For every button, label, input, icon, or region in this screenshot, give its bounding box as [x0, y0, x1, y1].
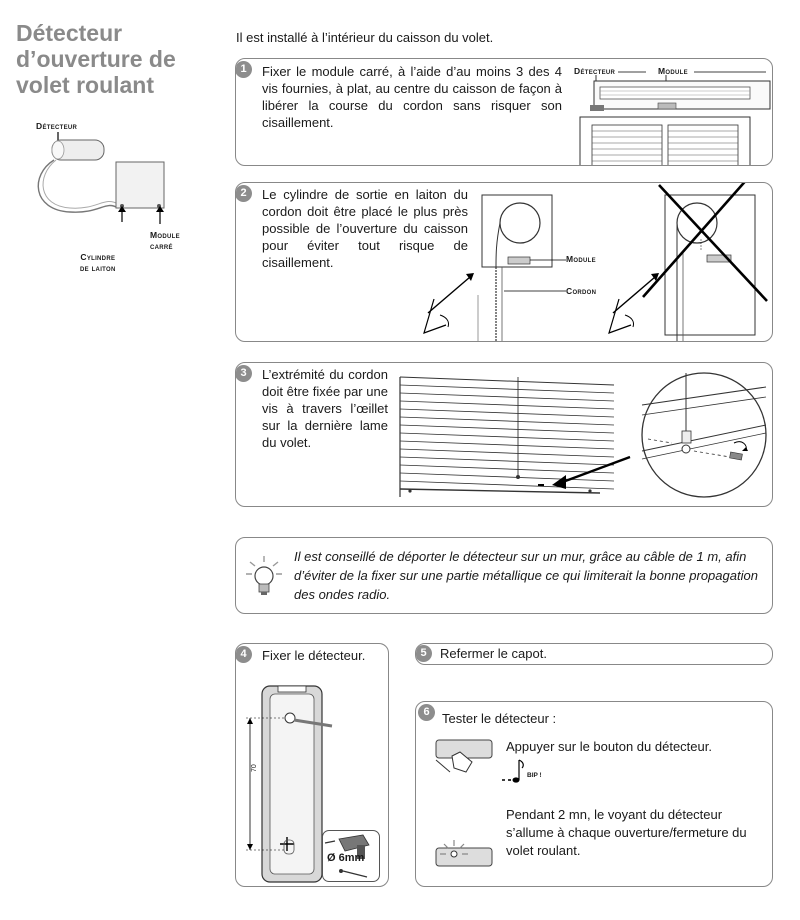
step-6-text: Tester le détecteur :	[442, 711, 557, 726]
step-2-text: Le cylindre de sortie en laiton du cordon doit être placé le plus près possible de l’ouverture du caisson pour éviter tout risque de cisaillement.	[262, 187, 468, 270]
step-3-box	[235, 362, 773, 507]
drill-size-label: Ø 6mm	[327, 852, 365, 864]
step-2-number: 2	[235, 185, 252, 202]
step-2-cordon-label: Cordon	[566, 286, 597, 296]
step-4-box	[235, 643, 389, 887]
lightbulb-icon	[244, 552, 284, 602]
module-label: Module carré	[150, 230, 180, 251]
step-1-box	[235, 58, 773, 166]
music-note-icon	[500, 756, 530, 786]
step-6-number: 6	[418, 704, 435, 721]
step-5-text: Refermer le capot.	[440, 646, 547, 661]
step-1-number: 1	[235, 61, 252, 78]
page-title: Détecteur d’ouverture de volet roulant	[16, 20, 176, 98]
step-2-drawing-correct	[416, 183, 536, 342]
step-5-number: 5	[415, 645, 432, 662]
step-6-box	[415, 701, 773, 887]
tip-box	[235, 537, 773, 614]
drill-box	[322, 830, 380, 882]
step-5-box	[415, 643, 773, 665]
cylinder-label: Cylindre de laiton	[80, 252, 116, 273]
detector-label: Détecteur	[36, 121, 78, 131]
bip-label: BIP !	[527, 772, 542, 779]
tip-text: Il est conseillé de déporter le détecteur sur un mur, grâce au câble de 1 m, afin d’éviter de la fixer sur une partie métallique ce qui limiterait la bonne propagation des ondes radio.	[294, 549, 758, 602]
step-6-action-2: Pendant 2 mn, le voyant du détecteur s’allume à chaque ouverture/fermeture du volet roulant.	[506, 807, 747, 858]
step-1-detector-label: Détecteur	[574, 66, 616, 76]
intro-text: Il est installé à l’intérieur du caisson du volet.	[236, 30, 494, 45]
step-2-drawing-wrong	[601, 183, 771, 342]
step-2-module-label: Module	[566, 254, 596, 264]
step-3-text: L’extrémité du cordon doit être fixée par une vis à travers l’œillet sur la dernière lame du volet.	[262, 367, 388, 450]
step-4-number: 4	[235, 646, 252, 663]
step-1-module-label: Module	[658, 66, 688, 76]
step-6-action-1: Appuyer sur le bouton du détecteur.	[506, 739, 712, 754]
step-1-drawing	[576, 67, 773, 166]
step-3-detail-circle	[638, 369, 768, 499]
step-2-box	[235, 182, 773, 342]
press-button-hand-icon	[432, 738, 502, 778]
step-4-text: Fixer le détecteur.	[262, 648, 366, 663]
step-1-text: Fixer le module carré, à l’aide d’au moins 3 des 4 vis fournies, à plat, au centre du caisson de façon à libérer la course du cordon sans risquer son cisaillement.	[262, 64, 562, 130]
step-3-shutter-drawing	[394, 367, 644, 507]
left-figure-drawing	[30, 130, 230, 300]
led-blink-icon	[432, 836, 502, 876]
step-3-number: 3	[235, 365, 252, 382]
step-4-dimension: 70	[251, 764, 258, 772]
